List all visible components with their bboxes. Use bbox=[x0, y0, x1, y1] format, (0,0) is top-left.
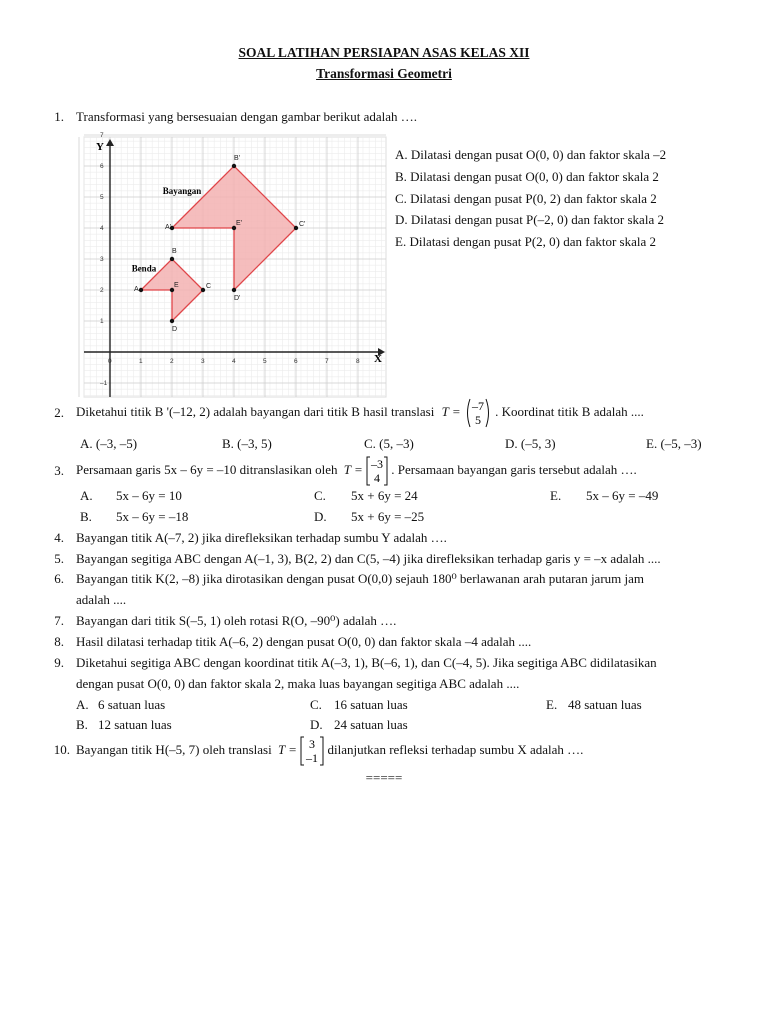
x-tick-label: 5 bbox=[263, 358, 267, 365]
q10-number: 10. bbox=[53, 742, 70, 757]
y-tick-label: 7 bbox=[100, 132, 104, 139]
q9-option-d: 24 satuan luas bbox=[334, 717, 408, 732]
transformation-graph bbox=[84, 132, 386, 397]
q2-number: 2. bbox=[54, 405, 64, 420]
q3-matrix-bottom: 4 bbox=[374, 471, 381, 485]
point-label: C' bbox=[299, 221, 306, 228]
q9-option-e-letter: E. bbox=[546, 697, 558, 712]
document-title: SOAL LATIHAN PERSIAPAN ASAS KELAS XII bbox=[238, 45, 530, 60]
q3-text-post: . Persamaan bayangan garis tersebut adalah …. bbox=[391, 461, 637, 477]
q10-matrix-bottom: –1 bbox=[306, 751, 319, 765]
q10-translation-matrix bbox=[300, 736, 324, 766]
y-tick-label: 2 bbox=[100, 287, 104, 294]
q1-option-a: A. Dilatasi dengan pusat O(0, 0) dan faktor skala –2 bbox=[395, 147, 667, 162]
x-tick-label: 3 bbox=[201, 358, 205, 365]
end-separator: ===== bbox=[365, 770, 403, 785]
y-axis-label: Y bbox=[96, 141, 104, 153]
q7-text: Bayangan dari titik S(–5, 1) oleh rotasi R(O, –90⁰) adalah …. bbox=[76, 613, 397, 628]
q3-option-b: 5x – 6y = –18 bbox=[116, 509, 189, 524]
q3-option-c-letter: C. bbox=[314, 488, 326, 503]
q10-text-post: dilanjutkan refleksi terhadap sumbu X adalah …. bbox=[327, 741, 584, 757]
q2-text-post: . Koordinat titik B adalah .... bbox=[495, 403, 644, 419]
q2-option-c: C. (5, –3) bbox=[364, 436, 414, 451]
q2-matrix-bottom: 5 bbox=[474, 413, 481, 427]
point-b bbox=[170, 257, 174, 261]
q8-text: Hasil dilatasi terhadap titik A(–6, 2) dengan pusat O(0, 0) dan faktor skala –4 adalah .... bbox=[76, 634, 532, 649]
q3-option-b-letter: B. bbox=[80, 509, 92, 524]
y-tick-label: 3 bbox=[100, 256, 104, 263]
q5-number: 5. bbox=[54, 551, 64, 566]
q7-number: 7. bbox=[54, 613, 64, 628]
point-label: A' bbox=[165, 224, 172, 231]
benda-label: Benda bbox=[131, 263, 157, 274]
q9-option-c: 16 satuan luas bbox=[334, 697, 408, 712]
q3-option-d: 5x + 6y = –25 bbox=[351, 509, 425, 524]
y-tick-label: 1 bbox=[100, 318, 104, 325]
point-c-prime bbox=[294, 226, 298, 230]
q3-matrix-label: T = bbox=[343, 461, 363, 477]
q9-option-d-letter: D. bbox=[310, 717, 323, 732]
q3-option-e-letter: E. bbox=[550, 488, 562, 503]
point-label: E' bbox=[236, 220, 243, 227]
q10-text bbox=[76, 736, 583, 766]
point-label: A bbox=[134, 286, 139, 293]
x-tick-label: 7 bbox=[325, 358, 329, 365]
q10-matrix-top: 3 bbox=[309, 737, 316, 751]
q3-translation-matrix bbox=[366, 456, 388, 486]
bayangan-label: Bayangan bbox=[162, 185, 202, 196]
point-label: B bbox=[172, 248, 177, 255]
q6-text-continued: adalah .... bbox=[76, 592, 127, 607]
point-b-prime bbox=[232, 164, 236, 168]
x-tick-label: 2 bbox=[170, 358, 174, 365]
point-d bbox=[170, 319, 174, 323]
point-label: C bbox=[206, 283, 212, 290]
x-tick-label: 6 bbox=[294, 358, 298, 365]
q10-text-pre: Bayangan titik H(–5, 7) oleh translasi bbox=[76, 741, 272, 757]
q1-option-b: B. Dilatasi dengan pusat O(0, 0) dan faktor skala 2 bbox=[395, 169, 659, 184]
document-subtitle: Transformasi Geometri bbox=[316, 66, 452, 81]
q4-text: Bayangan titik A(–7, 2) jika direfleksikan terhadap sumbu Y adalah …. bbox=[76, 530, 447, 545]
q2-option-a: A. (–3, –5) bbox=[80, 436, 138, 451]
q3-matrix-top: –3 bbox=[371, 457, 384, 471]
y-tick-label: 5 bbox=[100, 194, 104, 201]
q1-number: 1. bbox=[54, 109, 64, 124]
q6-number: 6. bbox=[54, 571, 64, 586]
q8-number: 8. bbox=[54, 634, 64, 649]
x-tick-label: 8 bbox=[356, 358, 360, 365]
q10-matrix-label: T = bbox=[277, 741, 297, 757]
q9-option-a: 6 satuan luas bbox=[98, 697, 166, 712]
q9-number: 9. bbox=[54, 655, 64, 670]
q3-option-c: 5x + 6y = 24 bbox=[351, 488, 418, 503]
q3-text bbox=[76, 456, 637, 486]
q9-text-continued: dengan pusat O(0, 0) dan faktor skala 2, maka luas bayangan segitiga ABC adalah .... bbox=[76, 676, 520, 691]
q2-text-pre: Diketahui titik B '(–12, 2) adalah bayangan dari titik B hasil translasi bbox=[76, 403, 435, 419]
point-label: B' bbox=[234, 155, 241, 162]
q9-text: Diketahui segitiga ABC dengan koordinat titik A(–3, 1), B(–6, 1), dan C(–4, 5). Jika segitiga ABC didilatasikan bbox=[76, 655, 657, 670]
q9-option-c-letter: C. bbox=[310, 697, 322, 712]
q2-option-d: D. (–5, 3) bbox=[505, 436, 556, 451]
y-tick-label: –1 bbox=[100, 380, 108, 387]
q3-option-d-letter: D. bbox=[314, 509, 327, 524]
q2-text bbox=[76, 398, 644, 428]
point-c bbox=[201, 288, 205, 292]
q2-option-b: B. (–3, 5) bbox=[222, 436, 272, 451]
point-d-prime bbox=[232, 288, 236, 292]
q2-option-e: E. (–5, –3) bbox=[646, 436, 702, 451]
x-axis-label: X bbox=[374, 353, 382, 365]
q9-option-b: 12 satuan luas bbox=[98, 717, 172, 732]
point-label: E bbox=[174, 282, 179, 289]
q1-option-c: C. Dilatasi dengan pusat P(0, 2) dan faktor skala 2 bbox=[395, 191, 657, 206]
q2-matrix-label: T = bbox=[441, 403, 461, 419]
q6-text: Bayangan titik K(2, –8) jika dirotasikan dengan pusat O(0,0) sejauh 180⁰ berlawanan arah putaran jarum jam bbox=[76, 571, 645, 586]
q5-text: Bayangan segitiga ABC dengan A(–1, 3), B(2, 2) dan C(5, –4) jika direfleksikan terhadap garis y = –x adalah .... bbox=[76, 551, 661, 566]
q1-text: Transformasi yang bersesuaian dengan gambar berikut adalah …. bbox=[76, 109, 418, 124]
q2-translation-matrix bbox=[464, 398, 492, 428]
q1-option-d: D. Dilatasi dengan pusat P(–2, 0) dan faktor skala 2 bbox=[395, 212, 664, 227]
point-label: D' bbox=[234, 295, 241, 302]
q2-matrix-top: –7 bbox=[471, 399, 484, 413]
q1-option-e: E. Dilatasi dengan pusat P(2, 0) dan faktor skala 2 bbox=[395, 234, 657, 249]
q3-text-pre: Persamaan garis 5x – 6y = –10 ditranslasikan oleh bbox=[76, 461, 338, 477]
q3-option-a: 5x – 6y = 10 bbox=[116, 488, 182, 503]
y-tick-label: 4 bbox=[100, 225, 104, 232]
q3-option-e: 5x – 6y = –49 bbox=[586, 488, 659, 503]
q4-number: 4. bbox=[54, 530, 64, 545]
x-tick-label: 0 bbox=[108, 358, 112, 365]
point-label: D bbox=[172, 326, 178, 333]
x-tick-label: 4 bbox=[232, 358, 236, 365]
x-tick-label: 1 bbox=[139, 358, 143, 365]
q3-number: 3. bbox=[54, 463, 64, 478]
q9-option-a-letter: A. bbox=[76, 697, 89, 712]
q3-option-a-letter: A. bbox=[80, 488, 93, 503]
y-tick-label: 6 bbox=[100, 163, 104, 170]
point-a bbox=[139, 288, 143, 292]
q9-option-e: 48 satuan luas bbox=[568, 697, 642, 712]
q9-option-b-letter: B. bbox=[76, 717, 88, 732]
